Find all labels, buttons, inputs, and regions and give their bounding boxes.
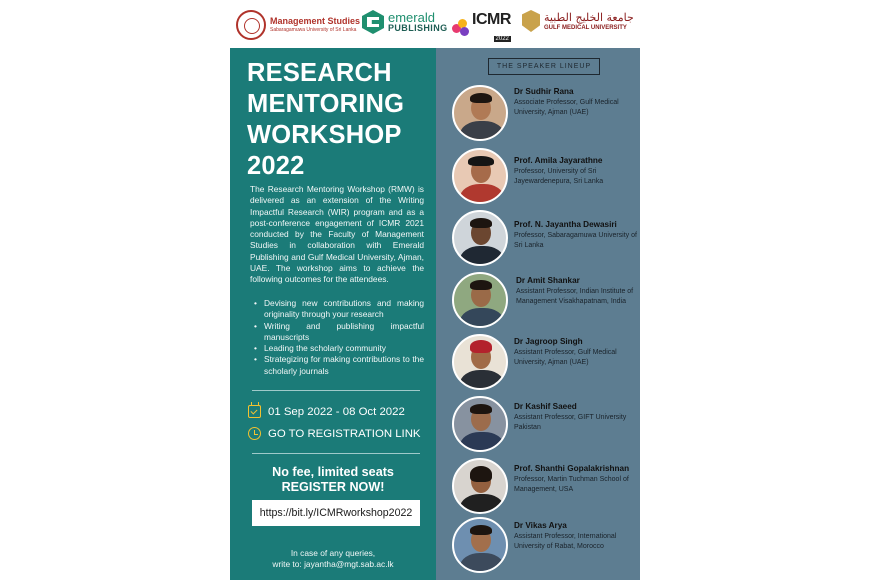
registration-link[interactable] [248,427,421,440]
speaker-photo [452,458,508,514]
logo-subtext: Sabaragamuwa University of Sri Lanka [270,27,357,33]
speaker-name: Prof. Amila Jayarathne [514,156,603,165]
fee-text: No fee, limited seats [272,465,394,479]
speaker-card [452,148,638,204]
logo-subtext: 2022 [495,36,509,42]
outcome-item: • Devising new contributions and making originality through your research [252,298,424,321]
contact-email[interactable]: write to: jayantha@mgt.sab.ac.lk [272,559,394,569]
speaker-name: Dr Jagroop Singh [514,337,583,346]
speaker-role: Assistant Professor, Gulf Medical University, Ajman (UAE) [514,349,617,366]
contact-info [230,548,436,570]
logo-subtext: PUBLISHING [388,23,448,33]
speaker-card [452,517,638,573]
title-line: 2022 [247,152,305,180]
outcome-item: • Strategizing for making contributions to the scholarly journals [252,354,424,377]
logo-text: emerald [388,10,435,25]
speaker-card [452,85,638,141]
speaker-card [452,210,638,266]
speaker-photo [452,517,508,573]
speaker-role: Professor, Martin Tuchman School of Management, USA [514,476,629,493]
speaker-photo [452,396,508,452]
speaker-name: Prof. Shanthi Gopalakrishnan [514,464,630,473]
registration-link-text[interactable]: GO TO REGISTRATION LINK [268,427,421,440]
logo-text: جامعة الخليج الطبية [544,10,634,24]
gulf-medical-university-logo [522,10,634,32]
speaker-name: Dr Amit Shankar [516,276,580,285]
speaker-photo [452,85,508,141]
outcome-item: • Leading the scholarly community [252,343,424,354]
logo-text: Management Studies [270,16,361,26]
emerald-hexagon-icon [362,10,384,34]
speaker-role: Professor, University of Sri Jayewardenepura, Sri Lanka [514,168,604,185]
speaker-role: Assistant Professor, GIFT University Pakistan [514,414,627,431]
speaker-name: Dr Kashif Saeed [514,402,577,411]
speaker-role: Assistant Professor, Indian Institute of Management Visakhapatnam, India [516,288,634,305]
speaker-photo [452,334,508,390]
outcome-item: • Writing and publishing impactful manuscripts [252,321,424,344]
logo-subtext: GULF MEDICAL UNIVERSITY [544,24,627,31]
clock-icon [248,427,261,440]
event-title [247,58,427,182]
icmr-logo [452,12,511,44]
title-line: RESEARCH [247,59,392,87]
event-details-panel [230,48,436,580]
speaker-lineup-heading: THE SPEAKER LINEUP [488,58,600,75]
speaker-role: Assistant Professor, International University of Rabat, Morocco [514,533,617,550]
event-dates [248,405,405,418]
event-description: The Research Mentoring Workshop (RMW) is delivered as an extension of the Writing Impactful Research (WIR) program and as a post-conference engagement of ICMR 2021 conducted by the Faculty of Management Studies in collaboration with Emerald Publishing and Gulf Medical University, Ajman, UAE. The workshop aims to achieve the following outcomes for the attendees. [250,184,424,285]
speaker-photo [452,210,508,266]
management-studies-logo [236,10,360,40]
speaker-name: Dr Vikas Arya [514,521,567,530]
speaker-card [452,334,638,390]
divider [252,390,420,391]
speaker-card [452,396,638,452]
speaker-photo [452,148,508,204]
divider [252,453,420,454]
speaker-card [452,458,638,514]
speaker-name: Dr Sudhir Rana [514,87,574,96]
calendar-check-icon [248,405,261,418]
speaker-photo [452,272,508,328]
event-dates-text: 01 Sep 2022 - 08 Oct 2022 [268,405,405,418]
query-text: In case of any queries, [290,548,376,558]
emerald-publishing-logo [362,10,448,34]
logo-text: ICMR [472,11,511,28]
speaker-card [452,272,638,328]
speaker-name: Prof. N. Jayantha Dewasiri [514,220,617,229]
speaker-role: Associate Professor, Gulf Medical University, Ajman (UAE) [514,99,619,116]
outcomes-list [252,298,424,377]
university-seal-icon [236,10,266,40]
speaker-role: Professor, Sabaragamuwa University of Sri Lanka [514,232,637,249]
registration-url[interactable]: https://bit.ly/ICMRworkshop2022 [252,500,420,526]
register-now-text: REGISTER NOW! [281,480,385,494]
title-line: WORKSHOP [247,121,402,149]
gmu-crest-icon [522,10,540,32]
registration-callout [230,465,436,495]
speaker-lineup-panel [436,48,640,580]
title-line: MENTORING [247,90,405,118]
icmr-circles-icon [452,19,470,37]
header-logos [230,8,642,44]
